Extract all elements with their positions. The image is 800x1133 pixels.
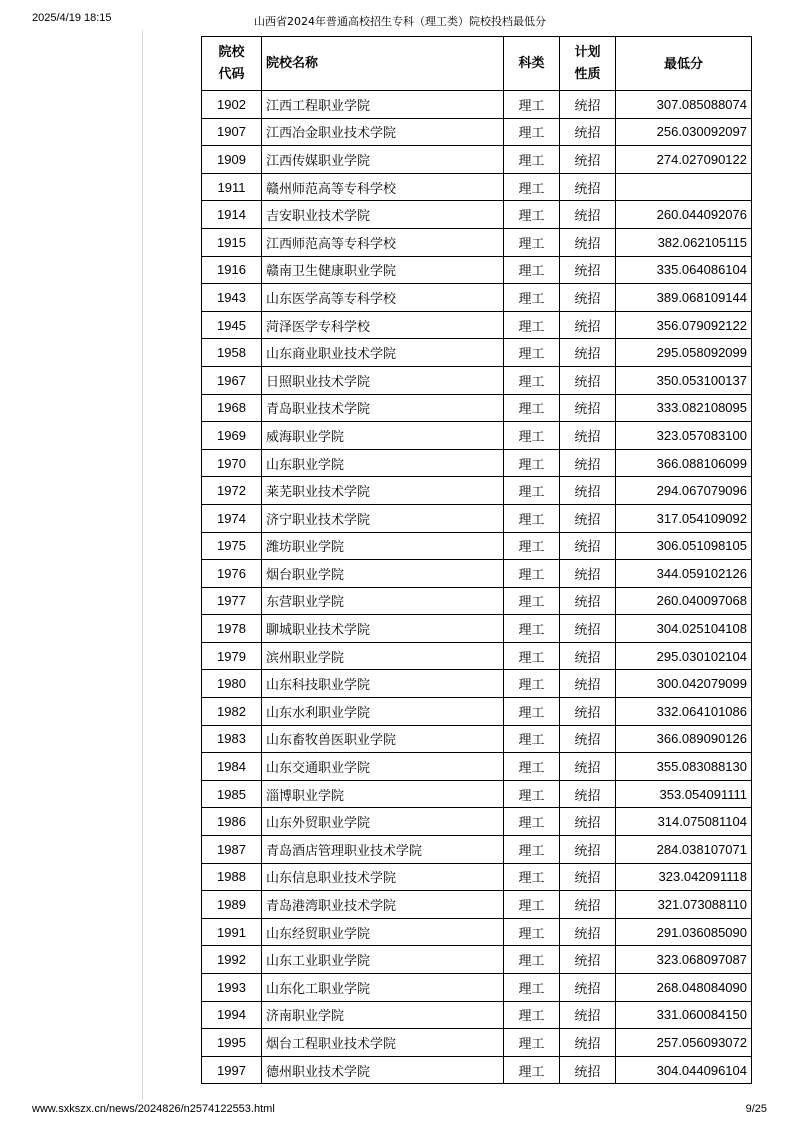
cell-min-score: 333.082108095 bbox=[616, 394, 752, 422]
table-row bbox=[202, 146, 752, 174]
cell-school-name: 山东医学高等专科学校 bbox=[262, 284, 504, 312]
cell-category: 理工 bbox=[504, 91, 560, 119]
table-row bbox=[202, 918, 752, 946]
cell-category: 理工 bbox=[504, 587, 560, 615]
cell-plan-type: 统招 bbox=[560, 228, 616, 256]
cell-min-score: 366.089090126 bbox=[616, 725, 752, 753]
column-header-code-l2: 代码 bbox=[218, 66, 245, 82]
cell-category: 理工 bbox=[504, 284, 560, 312]
column-header-min-score: 最低分 bbox=[616, 37, 752, 91]
table-row bbox=[202, 228, 752, 256]
cell-category: 理工 bbox=[504, 256, 560, 284]
cell-school-name: 江西师范高等专科学校 bbox=[262, 228, 504, 256]
cell-code: 1916 bbox=[202, 256, 262, 284]
cell-code: 1977 bbox=[202, 587, 262, 615]
cell-code: 1958 bbox=[202, 339, 262, 367]
column-header-name: 院校名称 bbox=[262, 37, 504, 91]
cell-code: 1991 bbox=[202, 918, 262, 946]
cell-category: 理工 bbox=[504, 228, 560, 256]
cell-min-score: 331.060084150 bbox=[616, 1001, 752, 1029]
cell-code: 1969 bbox=[202, 422, 262, 450]
cell-code: 1989 bbox=[202, 891, 262, 919]
cell-min-score: 323.068097087 bbox=[616, 946, 752, 974]
cell-min-score: 294.067079096 bbox=[616, 477, 752, 505]
table-row bbox=[202, 449, 752, 477]
cell-plan-type: 统招 bbox=[560, 504, 616, 532]
cell-school-name: 潍坊职业学院 bbox=[262, 532, 504, 560]
cell-plan-type: 统招 bbox=[560, 946, 616, 974]
cell-school-name: 青岛酒店管理职业技术学院 bbox=[262, 836, 504, 864]
cell-min-score: 295.058092099 bbox=[616, 339, 752, 367]
margin-divider bbox=[142, 30, 143, 1100]
cell-plan-type: 统招 bbox=[560, 836, 616, 864]
cell-school-name: 山东信息职业技术学院 bbox=[262, 863, 504, 891]
cell-plan-type: 统招 bbox=[560, 449, 616, 477]
cell-category: 理工 bbox=[504, 891, 560, 919]
cell-plan-type: 统招 bbox=[560, 918, 616, 946]
table-row bbox=[202, 477, 752, 505]
cell-min-score: 257.056093072 bbox=[616, 1029, 752, 1057]
table-row bbox=[202, 891, 752, 919]
cell-category: 理工 bbox=[504, 339, 560, 367]
cell-code: 1970 bbox=[202, 449, 262, 477]
cell-school-name: 山东交通职业学院 bbox=[262, 753, 504, 781]
cell-plan-type: 统招 bbox=[560, 974, 616, 1002]
cell-code: 1994 bbox=[202, 1001, 262, 1029]
cell-plan-type: 统招 bbox=[560, 670, 616, 698]
cell-school-name: 江西传媒职业学院 bbox=[262, 146, 504, 174]
cell-plan-type: 统招 bbox=[560, 311, 616, 339]
cell-code: 1995 bbox=[202, 1029, 262, 1057]
cell-code: 1967 bbox=[202, 366, 262, 394]
cell-plan-type: 统招 bbox=[560, 587, 616, 615]
cell-min-score: 260.040097068 bbox=[616, 587, 752, 615]
cell-plan-type: 统招 bbox=[560, 698, 616, 726]
cell-plan-type: 统招 bbox=[560, 256, 616, 284]
cell-min-score: 356.079092122 bbox=[616, 311, 752, 339]
cell-min-score: 260.044092076 bbox=[616, 201, 752, 229]
cell-code: 1978 bbox=[202, 615, 262, 643]
cell-category: 理工 bbox=[504, 118, 560, 146]
cell-code: 1911 bbox=[202, 173, 262, 201]
cell-school-name: 烟台工程职业技术学院 bbox=[262, 1029, 504, 1057]
cell-code: 1997 bbox=[202, 1056, 262, 1084]
cell-school-name: 淄博职业学院 bbox=[262, 780, 504, 808]
cell-plan-type: 统招 bbox=[560, 284, 616, 312]
cell-code: 1983 bbox=[202, 725, 262, 753]
table-row bbox=[202, 173, 752, 201]
cell-school-name: 山东经贸职业学院 bbox=[262, 918, 504, 946]
cell-category: 理工 bbox=[504, 532, 560, 560]
cell-plan-type: 统招 bbox=[560, 1001, 616, 1029]
cell-school-name: 东营职业学院 bbox=[262, 587, 504, 615]
table-row bbox=[202, 698, 752, 726]
cell-category: 理工 bbox=[504, 201, 560, 229]
cell-category: 理工 bbox=[504, 311, 560, 339]
cell-min-score: 304.044096104 bbox=[616, 1056, 752, 1084]
table-row bbox=[202, 863, 752, 891]
cell-min-score: 321.073088110 bbox=[616, 891, 752, 919]
cell-code: 1943 bbox=[202, 284, 262, 312]
table-row bbox=[202, 118, 752, 146]
table-row bbox=[202, 836, 752, 864]
cell-code: 1993 bbox=[202, 974, 262, 1002]
cell-plan-type: 统招 bbox=[560, 863, 616, 891]
cell-min-score: 317.054109092 bbox=[616, 504, 752, 532]
cell-school-name: 山东商业职业技术学院 bbox=[262, 339, 504, 367]
table-row bbox=[202, 753, 752, 781]
column-header-code bbox=[202, 37, 262, 91]
cell-school-name: 赣州师范高等专科学校 bbox=[262, 173, 504, 201]
column-header-plan bbox=[560, 37, 616, 91]
cell-school-name: 德州职业技术学院 bbox=[262, 1056, 504, 1084]
cell-category: 理工 bbox=[504, 946, 560, 974]
cell-category: 理工 bbox=[504, 836, 560, 864]
cell-school-name: 山东水利职业学院 bbox=[262, 698, 504, 726]
cell-min-score: 295.030102104 bbox=[616, 642, 752, 670]
cell-school-name: 日照职业技术学院 bbox=[262, 366, 504, 394]
cell-plan-type: 统招 bbox=[560, 201, 616, 229]
cell-code: 1968 bbox=[202, 394, 262, 422]
cell-plan-type: 统招 bbox=[560, 366, 616, 394]
cell-category: 理工 bbox=[504, 642, 560, 670]
table-row bbox=[202, 670, 752, 698]
cell-school-name: 威海职业学院 bbox=[262, 422, 504, 450]
scores-table bbox=[201, 36, 752, 1084]
table-row bbox=[202, 1029, 752, 1057]
table-row bbox=[202, 1056, 752, 1084]
table-row bbox=[202, 366, 752, 394]
table-row bbox=[202, 284, 752, 312]
cell-plan-type: 统招 bbox=[560, 780, 616, 808]
cell-school-name: 山东外贸职业学院 bbox=[262, 808, 504, 836]
cell-plan-type: 统招 bbox=[560, 615, 616, 643]
cell-min-score: 335.064086104 bbox=[616, 256, 752, 284]
column-header-plan-l1: 计划 bbox=[574, 44, 601, 60]
page-number: 9/25 bbox=[745, 1103, 767, 1115]
cell-code: 1980 bbox=[202, 670, 262, 698]
cell-category: 理工 bbox=[504, 394, 560, 422]
cell-code: 1902 bbox=[202, 91, 262, 119]
table-row bbox=[202, 974, 752, 1002]
cell-category: 理工 bbox=[504, 477, 560, 505]
cell-code: 1987 bbox=[202, 836, 262, 864]
cell-plan-type: 统招 bbox=[560, 560, 616, 588]
cell-code: 1984 bbox=[202, 753, 262, 781]
cell-category: 理工 bbox=[504, 808, 560, 836]
cell-plan-type: 统招 bbox=[560, 394, 616, 422]
table-row bbox=[202, 780, 752, 808]
cell-category: 理工 bbox=[504, 366, 560, 394]
cell-code: 1992 bbox=[202, 946, 262, 974]
cell-school-name: 济宁职业技术学院 bbox=[262, 504, 504, 532]
cell-plan-type: 统招 bbox=[560, 642, 616, 670]
cell-code: 1907 bbox=[202, 118, 262, 146]
cell-school-name: 山东畜牧兽医职业学院 bbox=[262, 725, 504, 753]
column-header-code-l1: 院校 bbox=[218, 44, 245, 60]
print-datetime: 2025/4/19 18:15 bbox=[32, 12, 112, 24]
source-url: www.sxkszx.cn/news/2024826/n2574122553.html bbox=[32, 1103, 275, 1115]
table-row bbox=[202, 808, 752, 836]
cell-code: 1975 bbox=[202, 532, 262, 560]
cell-category: 理工 bbox=[504, 146, 560, 174]
table-row bbox=[202, 642, 752, 670]
table-row bbox=[202, 311, 752, 339]
table-row bbox=[202, 394, 752, 422]
cell-category: 理工 bbox=[504, 698, 560, 726]
cell-category: 理工 bbox=[504, 863, 560, 891]
cell-min-score bbox=[616, 173, 752, 201]
cell-school-name: 莱芜职业技术学院 bbox=[262, 477, 504, 505]
cell-code: 1985 bbox=[202, 780, 262, 808]
cell-min-score: 344.059102126 bbox=[616, 560, 752, 588]
cell-plan-type: 统招 bbox=[560, 1056, 616, 1084]
cell-category: 理工 bbox=[504, 974, 560, 1002]
table-row bbox=[202, 560, 752, 588]
table-header-row bbox=[202, 37, 752, 91]
cell-plan-type: 统招 bbox=[560, 753, 616, 781]
cell-school-name: 山东科技职业学院 bbox=[262, 670, 504, 698]
cell-min-score: 350.053100137 bbox=[616, 366, 752, 394]
cell-code: 1979 bbox=[202, 642, 262, 670]
cell-min-score: 389.068109144 bbox=[616, 284, 752, 312]
column-header-plan-l2: 性质 bbox=[574, 66, 601, 82]
table-row bbox=[202, 504, 752, 532]
cell-min-score: 300.042079099 bbox=[616, 670, 752, 698]
cell-min-score: 274.027090122 bbox=[616, 146, 752, 174]
table-row bbox=[202, 422, 752, 450]
cell-min-score: 323.042091118 bbox=[616, 863, 752, 891]
cell-category: 理工 bbox=[504, 780, 560, 808]
cell-school-name: 山东工业职业学院 bbox=[262, 946, 504, 974]
cell-category: 理工 bbox=[504, 670, 560, 698]
table-body bbox=[202, 91, 752, 1084]
cell-plan-type: 统招 bbox=[560, 1029, 616, 1057]
cell-min-score: 284.038107071 bbox=[616, 836, 752, 864]
cell-min-score: 366.088106099 bbox=[616, 449, 752, 477]
cell-school-name: 烟台职业学院 bbox=[262, 560, 504, 588]
cell-plan-type: 统招 bbox=[560, 477, 616, 505]
cell-school-name: 山东化工职业学院 bbox=[262, 974, 504, 1002]
cell-code: 1909 bbox=[202, 146, 262, 174]
cell-plan-type: 统招 bbox=[560, 725, 616, 753]
cell-category: 理工 bbox=[504, 1029, 560, 1057]
cell-school-name: 聊城职业技术学院 bbox=[262, 615, 504, 643]
table-row bbox=[202, 587, 752, 615]
cell-code: 1945 bbox=[202, 311, 262, 339]
cell-school-name: 吉安职业技术学院 bbox=[262, 201, 504, 229]
table-row bbox=[202, 1001, 752, 1029]
cell-min-score: 355.083088130 bbox=[616, 753, 752, 781]
cell-category: 理工 bbox=[504, 422, 560, 450]
cell-code: 1974 bbox=[202, 504, 262, 532]
cell-min-score: 268.048084090 bbox=[616, 974, 752, 1002]
column-header-category: 科类 bbox=[504, 37, 560, 91]
cell-plan-type: 统招 bbox=[560, 532, 616, 560]
cell-plan-type: 统招 bbox=[560, 146, 616, 174]
cell-category: 理工 bbox=[504, 753, 560, 781]
cell-school-name: 江西工程职业学院 bbox=[262, 91, 504, 119]
cell-min-score: 256.030092097 bbox=[616, 118, 752, 146]
cell-plan-type: 统招 bbox=[560, 891, 616, 919]
table-row bbox=[202, 725, 752, 753]
table-row bbox=[202, 91, 752, 119]
cell-min-score: 307.085088074 bbox=[616, 91, 752, 119]
cell-school-name: 菏泽医学专科学校 bbox=[262, 311, 504, 339]
cell-min-score: 382.062105115 bbox=[616, 228, 752, 256]
page-title: 山西省2024年普通高校招生专科（理工类）院校投档最低分 bbox=[254, 15, 546, 28]
cell-code: 1988 bbox=[202, 863, 262, 891]
cell-category: 理工 bbox=[504, 504, 560, 532]
table-row bbox=[202, 615, 752, 643]
cell-category: 理工 bbox=[504, 560, 560, 588]
cell-plan-type: 统招 bbox=[560, 339, 616, 367]
table-row bbox=[202, 201, 752, 229]
cell-category: 理工 bbox=[504, 615, 560, 643]
cell-code: 1986 bbox=[202, 808, 262, 836]
cell-plan-type: 统招 bbox=[560, 173, 616, 201]
cell-min-score: 314.075081104 bbox=[616, 808, 752, 836]
cell-category: 理工 bbox=[504, 918, 560, 946]
cell-code: 1914 bbox=[202, 201, 262, 229]
cell-min-score: 304.025104108 bbox=[616, 615, 752, 643]
cell-plan-type: 统招 bbox=[560, 118, 616, 146]
cell-category: 理工 bbox=[504, 1056, 560, 1084]
cell-school-name: 山东职业学院 bbox=[262, 449, 504, 477]
cell-min-score: 332.064101086 bbox=[616, 698, 752, 726]
cell-school-name: 赣南卫生健康职业学院 bbox=[262, 256, 504, 284]
cell-school-name: 青岛职业技术学院 bbox=[262, 394, 504, 422]
cell-plan-type: 统招 bbox=[560, 91, 616, 119]
cell-min-score: 291.036085090 bbox=[616, 918, 752, 946]
cell-code: 1972 bbox=[202, 477, 262, 505]
table-row bbox=[202, 339, 752, 367]
cell-min-score: 306.051098105 bbox=[616, 532, 752, 560]
cell-school-name: 滨州职业学院 bbox=[262, 642, 504, 670]
table-row bbox=[202, 256, 752, 284]
cell-min-score: 323.057083100 bbox=[616, 422, 752, 450]
table-row bbox=[202, 946, 752, 974]
cell-category: 理工 bbox=[504, 449, 560, 477]
table-row bbox=[202, 532, 752, 560]
cell-plan-type: 统招 bbox=[560, 422, 616, 450]
cell-code: 1982 bbox=[202, 698, 262, 726]
cell-code: 1915 bbox=[202, 228, 262, 256]
cell-category: 理工 bbox=[504, 173, 560, 201]
cell-category: 理工 bbox=[504, 1001, 560, 1029]
cell-school-name: 江西冶金职业技术学院 bbox=[262, 118, 504, 146]
cell-min-score: 353.054091111 bbox=[616, 780, 752, 808]
cell-plan-type: 统招 bbox=[560, 808, 616, 836]
cell-code: 1976 bbox=[202, 560, 262, 588]
cell-school-name: 济南职业学院 bbox=[262, 1001, 504, 1029]
cell-school-name: 青岛港湾职业技术学院 bbox=[262, 891, 504, 919]
cell-category: 理工 bbox=[504, 725, 560, 753]
